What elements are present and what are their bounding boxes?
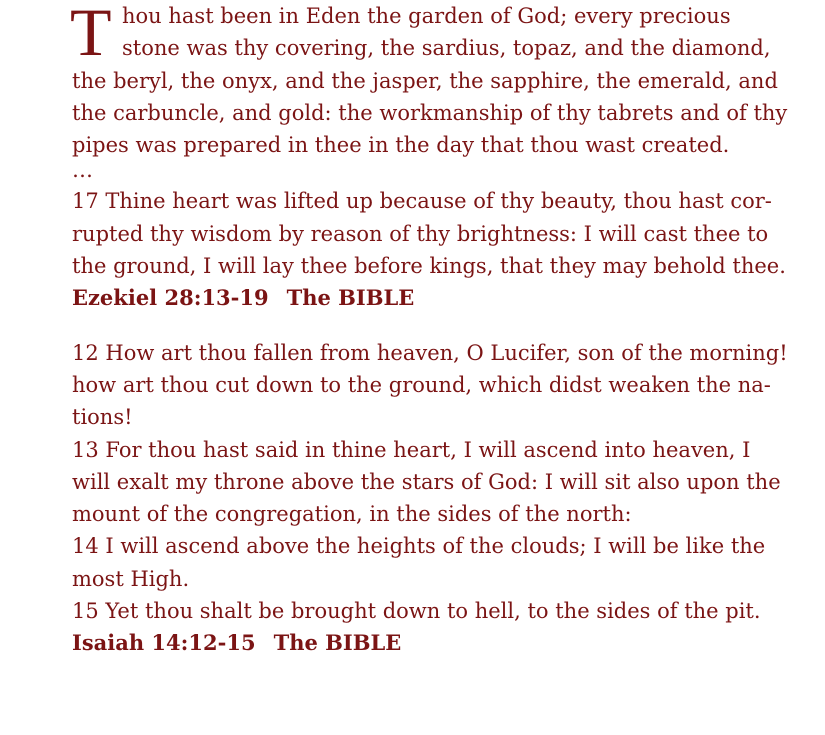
reference-citation: Ezekiel 28:13-19 [72, 285, 269, 311]
passage-line: will exalt my throne above the stars of God: I will sit also upon the [72, 469, 781, 494]
ezekiel-passage [72, 0, 812, 315]
drop-cap-letter: T [70, 0, 112, 70]
reference-source: The BIBLE [286, 285, 415, 311]
passage-line: pipes was prepared in thee in the day that thou wast created. [72, 133, 730, 158]
passage-line: stone was thy covering, the sardius, topaz, and the diamond, [122, 36, 771, 61]
passage-line: tions! [72, 405, 133, 430]
scripture-page [72, 0, 812, 660]
passage-line: the ground, I will lay thee before kings, that they may behold thee. [72, 254, 786, 279]
reference-source: The BIBLE [273, 630, 402, 656]
passage-line: 14 I will ascend above the heights of the clouds; I will be like the [72, 534, 766, 559]
passage-line: hou hast been in Eden the garden of God; every precious [122, 4, 731, 28]
passage-line: the beryl, the onyx, and the jasper, the sapphire, the emerald, and [72, 68, 778, 93]
passage-line: mount of the congregation, in the sides of the north: [72, 502, 632, 527]
passage-line: the carbuncle, and gold: the workmanship of thy tabrets and of thy [72, 100, 788, 125]
passage-line: how art thou cut down to the ground, which didst weaken the na- [72, 372, 771, 397]
passage-line: rupted thy wisdom by reason of thy brightness: I will cast thee to [72, 221, 769, 246]
scripture-reference [72, 282, 812, 314]
passage-line: 15 Yet thou shalt be brought down to hell, to the sides of the pit. [72, 599, 761, 624]
ellipsis: … [72, 158, 93, 183]
reference-citation: Isaiah 14:12-15 [72, 630, 256, 656]
passage-line: 12 How art thou fallen from heaven, O Lucifer, son of the morning! [72, 340, 788, 365]
isaiah-passage [72, 337, 812, 660]
passage-line: 13 For thou hast said in thine heart, I will ascend into heaven, I [72, 437, 751, 462]
scripture-reference [72, 627, 812, 659]
passage-line: most High. [72, 566, 190, 591]
passage-line: 17 Thine heart was lifted up because of thy beauty, thou hast cor- [72, 189, 772, 214]
